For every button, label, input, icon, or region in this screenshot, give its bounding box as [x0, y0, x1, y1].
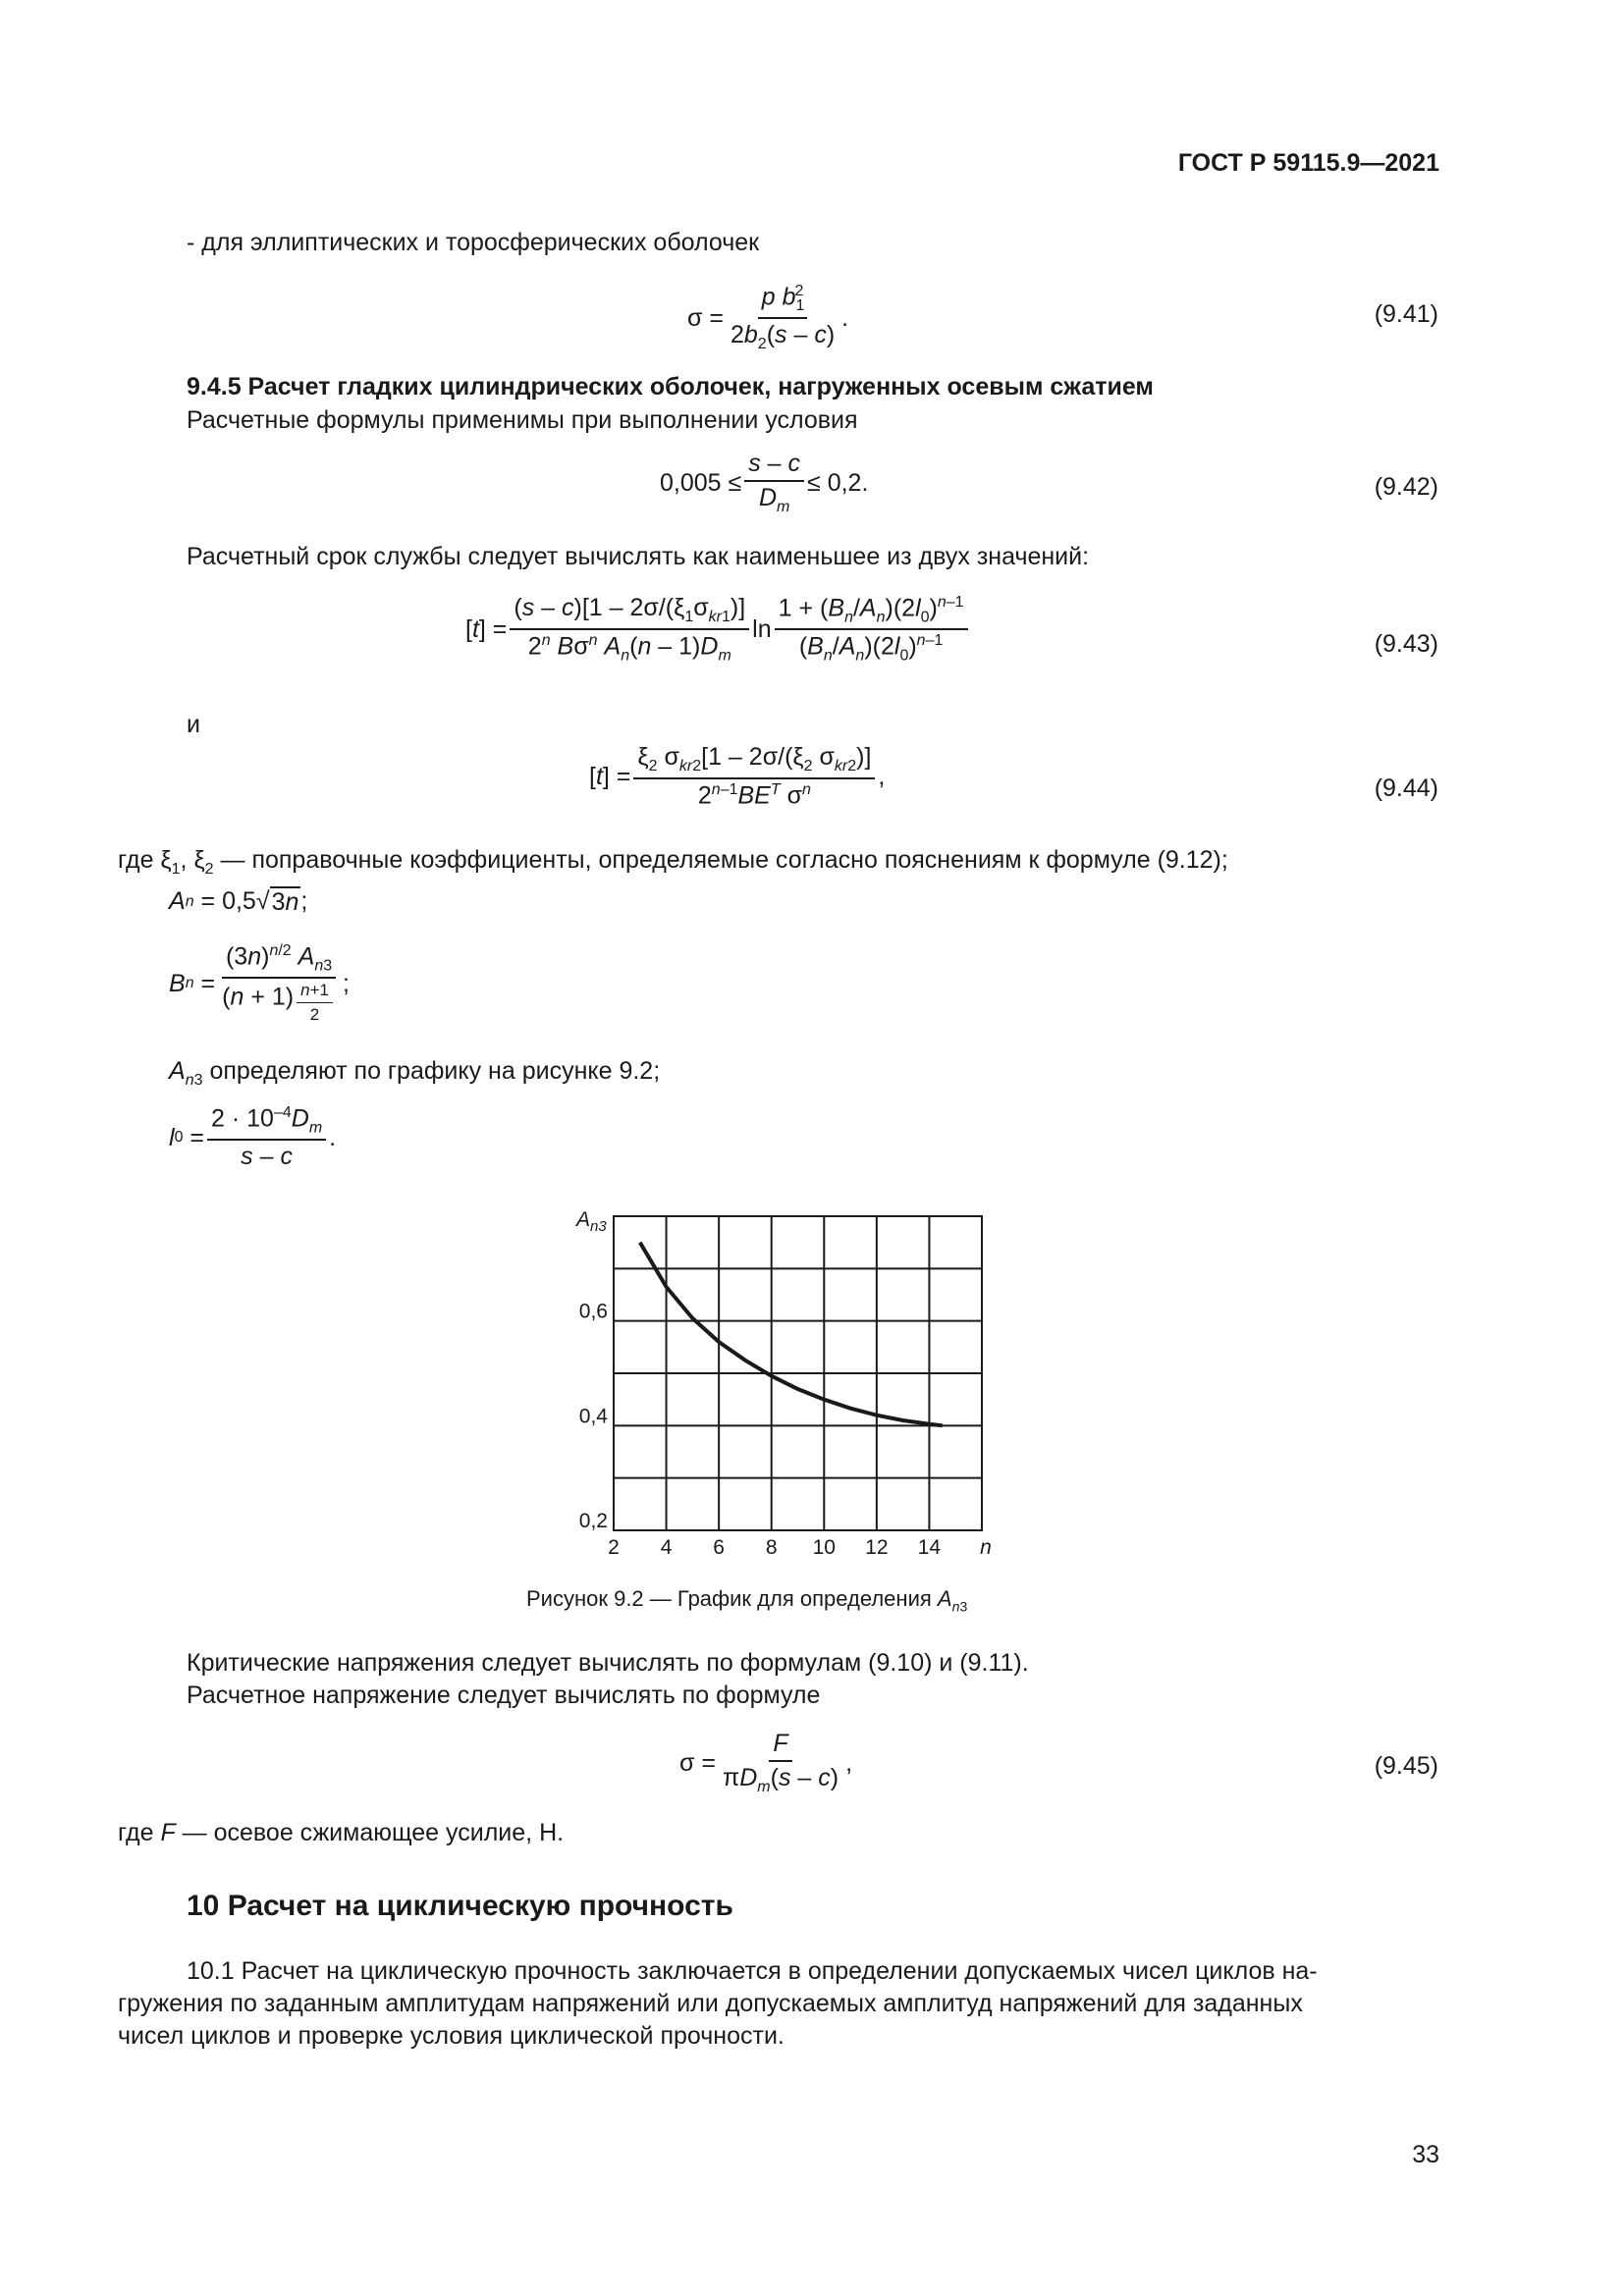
equation-9-45: σ = $\frac{F}{\pi D_m(s - c)}$ , [679, 1730, 853, 1795]
section-heading-10: 10 Расчет на циклическую прочность [187, 1890, 733, 1922]
chart-x-tick-label: 2 [608, 1536, 620, 1559]
chart-x-tick-label: 14 [917, 1536, 942, 1559]
formula-l0: l 0 = $\frac{2 \cdot 10^{-4}D_m}{s - c}$ . [169, 1104, 337, 1171]
chart-x-tick-label: 4 [660, 1536, 673, 1559]
chart-y-tick-label: 0,2 [578, 1510, 608, 1532]
chart-x-axis-label: n [980, 1536, 992, 1559]
an3-chart [550, 1198, 1001, 1571]
equation-9-44: [t] = $\frac{\xi_2 \sigma_{kr2}[1 - 2\sigma/(\xi_2 \sigma_{kr2})]}{2^{n-1}BE^T \sigma^n}$ , [589, 743, 886, 810]
equation-9-41: σ = $\frac{p b_1^2}{2b_2(s - c)}$ . [687, 283, 849, 353]
chart-y-axis-label: $A_{n3}$ [576, 1208, 607, 1235]
formula-an: A n = 0,5 √ 3n ; [169, 887, 308, 916]
force-text: — осевое сжимающее усилие, Н. [182, 1819, 565, 1846]
page-number: 33 [1412, 2141, 1439, 2168]
figure-caption: Рисунок 9.2 — График для определения $A_{n3}$ [526, 1586, 968, 1615]
equation-number-9-44: (9.44) [1374, 774, 1438, 802]
equation-9-42: 0,005 ≤ $\frac{s - c}{D_m}$ ≤ 0,2. [660, 450, 869, 515]
chart-ticks [579, 1301, 942, 1559]
chart-x-tick-label: 10 [812, 1536, 836, 1559]
condition-text: Расчетные формулы применимы при выполнении условия [187, 406, 858, 434]
chart-x-tick-label: 8 [765, 1536, 778, 1559]
chart-series-an3 [640, 1243, 943, 1426]
and-word: и [187, 711, 200, 738]
section-10-para-line-1: 10.1 Расчет на циклическую прочность заключается в определении допускаемых чисел циклов на- [187, 1957, 1318, 1985]
intro-line: - для эллиптических и торосферических оболочек [187, 229, 760, 256]
chart-grid [614, 1216, 982, 1530]
an3-text: определяют по графику на рисунке 9.2; [209, 1057, 661, 1085]
figure-caption-text: Рисунок 9.2 — График для определения [526, 1586, 932, 1611]
equation-number-9-43: (9.43) [1374, 630, 1438, 658]
chart-x-tick-label: 12 [865, 1536, 889, 1559]
equation-number-9-42: (9.42) [1374, 473, 1438, 501]
chart-y-tick-label: 0,6 [578, 1300, 608, 1323]
section-heading-9-4-5: 9.4.5 Расчет гладких цилиндрических оболочек, нагруженных осевым сжатием [187, 373, 1154, 400]
an3-line: $A_{n3}$ определяют по графику на рисунке 9.2; [169, 1057, 661, 1089]
section-10-para-line-2: гружения по заданным амплитудам напряжений или допускаемых амплитуд напряжений для заданных [118, 1990, 1303, 2017]
service-life-text: Расчетный срок службы следует вычислять как наименьшее из двух значений: [187, 543, 1090, 570]
critical-stress-text: Критические напряжения следует вычислять по формулам (9.10) и (9.11). [187, 1649, 1029, 1677]
chart-y-tick-label: 0,4 [578, 1405, 608, 1428]
equation-number-9-41: (9.41) [1374, 300, 1438, 328]
formula-bn: B n = $(3n)^{n/2}$ $A_{n3}$ (n + 1) $\frac{n+1}{2}$ ; [169, 942, 350, 1025]
chart-x-tick-label: 6 [713, 1536, 725, 1559]
document-code: ГОСТ Р 59115.9—2021 [1177, 149, 1439, 177]
design-stress-text: Расчетное напряжение следует вычислять по формуле [187, 1682, 821, 1709]
where-xi-line: где $\xi_1$, $\xi_2$ — поправочные коэффициенты, определяемые согласно пояснениям к формуле (9.12); [118, 846, 1228, 878]
equation-number-9-45: (9.45) [1374, 1752, 1438, 1780]
where-xi-text: — поправочные коэффициенты, определяемые согласно пояснениям к формуле (9.12); [220, 846, 1228, 874]
force-line: где F — осевое сжимающее усилие, Н. [118, 1819, 565, 1846]
section-10-para-line-3: чисел циклов и проверке условия циклической прочности. [118, 2022, 785, 2050]
equation-9-43: [t] = $\frac{(s - c)[1 - 2\sigma/(\xi_1\sigma_{kr1})]}{2^n B\sigma^n A_n(n - 1)D_m}$ ln $\frac{1 + (B_n/A_n)(2l_0)^{n-1}}{(B_n/A_n)(2l_0)^{n-1}}$ [465, 594, 971, 666]
